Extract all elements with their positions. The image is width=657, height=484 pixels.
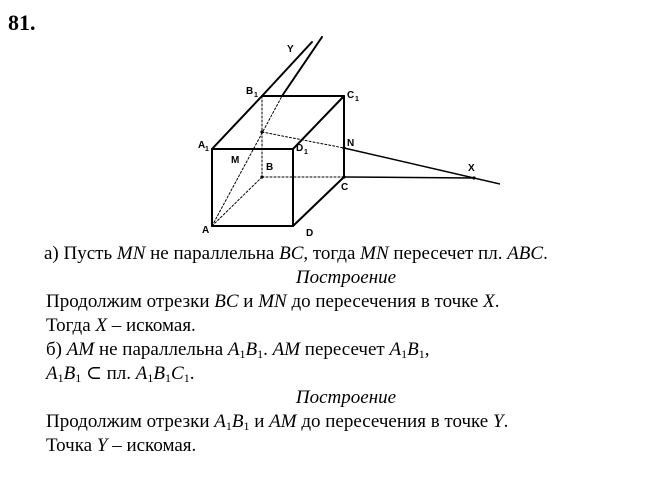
problem-number: 81.: [8, 10, 36, 35]
text-fragment: Тогда: [46, 315, 96, 336]
line-MN-X-extension: [344, 148, 500, 184]
point-B: [260, 175, 263, 178]
text-fragment: .: [189, 363, 195, 384]
segment-BC: BC: [279, 243, 304, 264]
subscript: 1: [243, 419, 250, 433]
subscript: 1: [225, 419, 232, 433]
subscript: 1: [147, 371, 154, 385]
label-A1: A: [198, 140, 206, 151]
solution-text: [46, 242, 646, 458]
part-a-construction: [46, 290, 646, 314]
heading-construction-a: Построение: [295, 267, 397, 288]
text-fragment: .: [494, 291, 500, 312]
text-fragment: .: [543, 243, 548, 264]
segment-A1B1: A: [389, 339, 402, 360]
label-Y: Y: [287, 44, 294, 55]
plane-A1B1C1: A: [135, 363, 148, 384]
subscript: 1: [57, 371, 64, 385]
segment-A1B1: B: [231, 411, 244, 432]
text-fragment: пересечет пл.: [388, 243, 508, 264]
label-B1: B: [246, 86, 254, 97]
text-fragment: – искомая.: [106, 315, 196, 336]
subscript: 1: [239, 347, 246, 361]
subscript: 1: [257, 347, 264, 361]
segment-AM: AM: [269, 411, 297, 432]
segment-MN: MN: [116, 243, 146, 264]
text-fragment: до пересечения в точке: [286, 291, 484, 312]
subscript: 1: [401, 347, 408, 361]
part-b-statement: [46, 338, 646, 362]
label-D1: D: [296, 143, 304, 154]
point-Y-name: Y: [96, 435, 108, 456]
part-b-construction: [46, 410, 646, 434]
text-fragment: – искомая.: [107, 435, 197, 456]
text-fragment: не параллельна: [94, 339, 228, 360]
label-A: A: [202, 225, 210, 236]
text-fragment: а) Пусть: [44, 243, 117, 264]
part-b-subset: [46, 362, 646, 386]
segment-MN: MN: [360, 243, 389, 264]
part-a-conclusion: [46, 314, 646, 338]
edge-A1-B1: [212, 96, 262, 149]
segment-A1B1: B: [407, 339, 419, 360]
label-N: N: [347, 138, 355, 149]
point-C: [342, 175, 345, 178]
label-X: X: [468, 163, 475, 174]
plane-A1B1C1: C: [171, 363, 184, 384]
point-Y-name: Y: [492, 411, 504, 432]
text-fragment: .: [263, 339, 273, 360]
segment-A1B1: A: [214, 411, 226, 432]
edge-D-C: [293, 177, 344, 226]
text-fragment: до пересечения в точке: [296, 411, 493, 432]
segment-AM: AM: [66, 339, 95, 360]
label-M: M: [231, 155, 240, 166]
plane-ABC: ABC: [507, 243, 544, 264]
cube-diagram: [190, 36, 500, 238]
text-fragment: .: [503, 411, 509, 432]
segment-BC: BC: [214, 291, 239, 312]
segment-A1B1: B: [245, 339, 258, 360]
text-fragment: б): [46, 339, 67, 360]
label-B: B: [266, 162, 274, 173]
point-X-name: X: [95, 315, 107, 336]
segment-A1B1: B: [63, 363, 76, 384]
label-C: C: [341, 182, 349, 193]
cube-figure: [190, 36, 500, 238]
label-C1: C: [347, 90, 355, 101]
label-B1-sub: 1: [254, 92, 258, 99]
point-X: [472, 176, 475, 179]
part-b-conclusion: [46, 434, 646, 458]
text-fragment: , тогда: [303, 243, 361, 264]
part-a-statement: [46, 242, 646, 266]
heading-construction-b: Построение: [295, 387, 397, 408]
point-M: [260, 130, 263, 133]
subscript: 1: [75, 371, 82, 385]
plane-A1B1C1: B: [153, 363, 166, 384]
label-D1-sub: 1: [304, 149, 308, 156]
hidden-line-AM: [212, 96, 282, 226]
point-X-name: X: [483, 291, 495, 312]
line-BC-X-extension: [344, 177, 474, 178]
label-D: D: [306, 228, 314, 238]
text-fragment: пересечет: [300, 339, 390, 360]
edge-C1-D1: [293, 96, 344, 149]
subscript: 1: [165, 371, 172, 385]
subscript: 1: [183, 371, 190, 385]
text-fragment: не параллельна: [145, 243, 280, 264]
text-fragment: Продолжим отрезки: [46, 411, 215, 432]
text-fragment: ⊂ пл.: [81, 363, 136, 384]
text-fragment: и: [238, 291, 259, 312]
segment-AM: AM: [272, 339, 301, 360]
subscript: 1: [418, 347, 425, 361]
text-fragment: Точка: [46, 435, 97, 456]
text-fragment: Продолжим отрезки: [46, 291, 215, 312]
segment-MN: MN: [258, 291, 287, 312]
label-C1-sub: 1: [355, 96, 359, 103]
segment-A1B1: A: [46, 363, 58, 384]
hidden-edge-A-B: [212, 177, 262, 226]
label-A1-sub: 1: [205, 146, 209, 153]
text-fragment: ,: [424, 339, 430, 360]
point-N: [342, 146, 345, 149]
segment-A1B1: A: [227, 339, 240, 360]
text-fragment: и: [249, 411, 270, 432]
